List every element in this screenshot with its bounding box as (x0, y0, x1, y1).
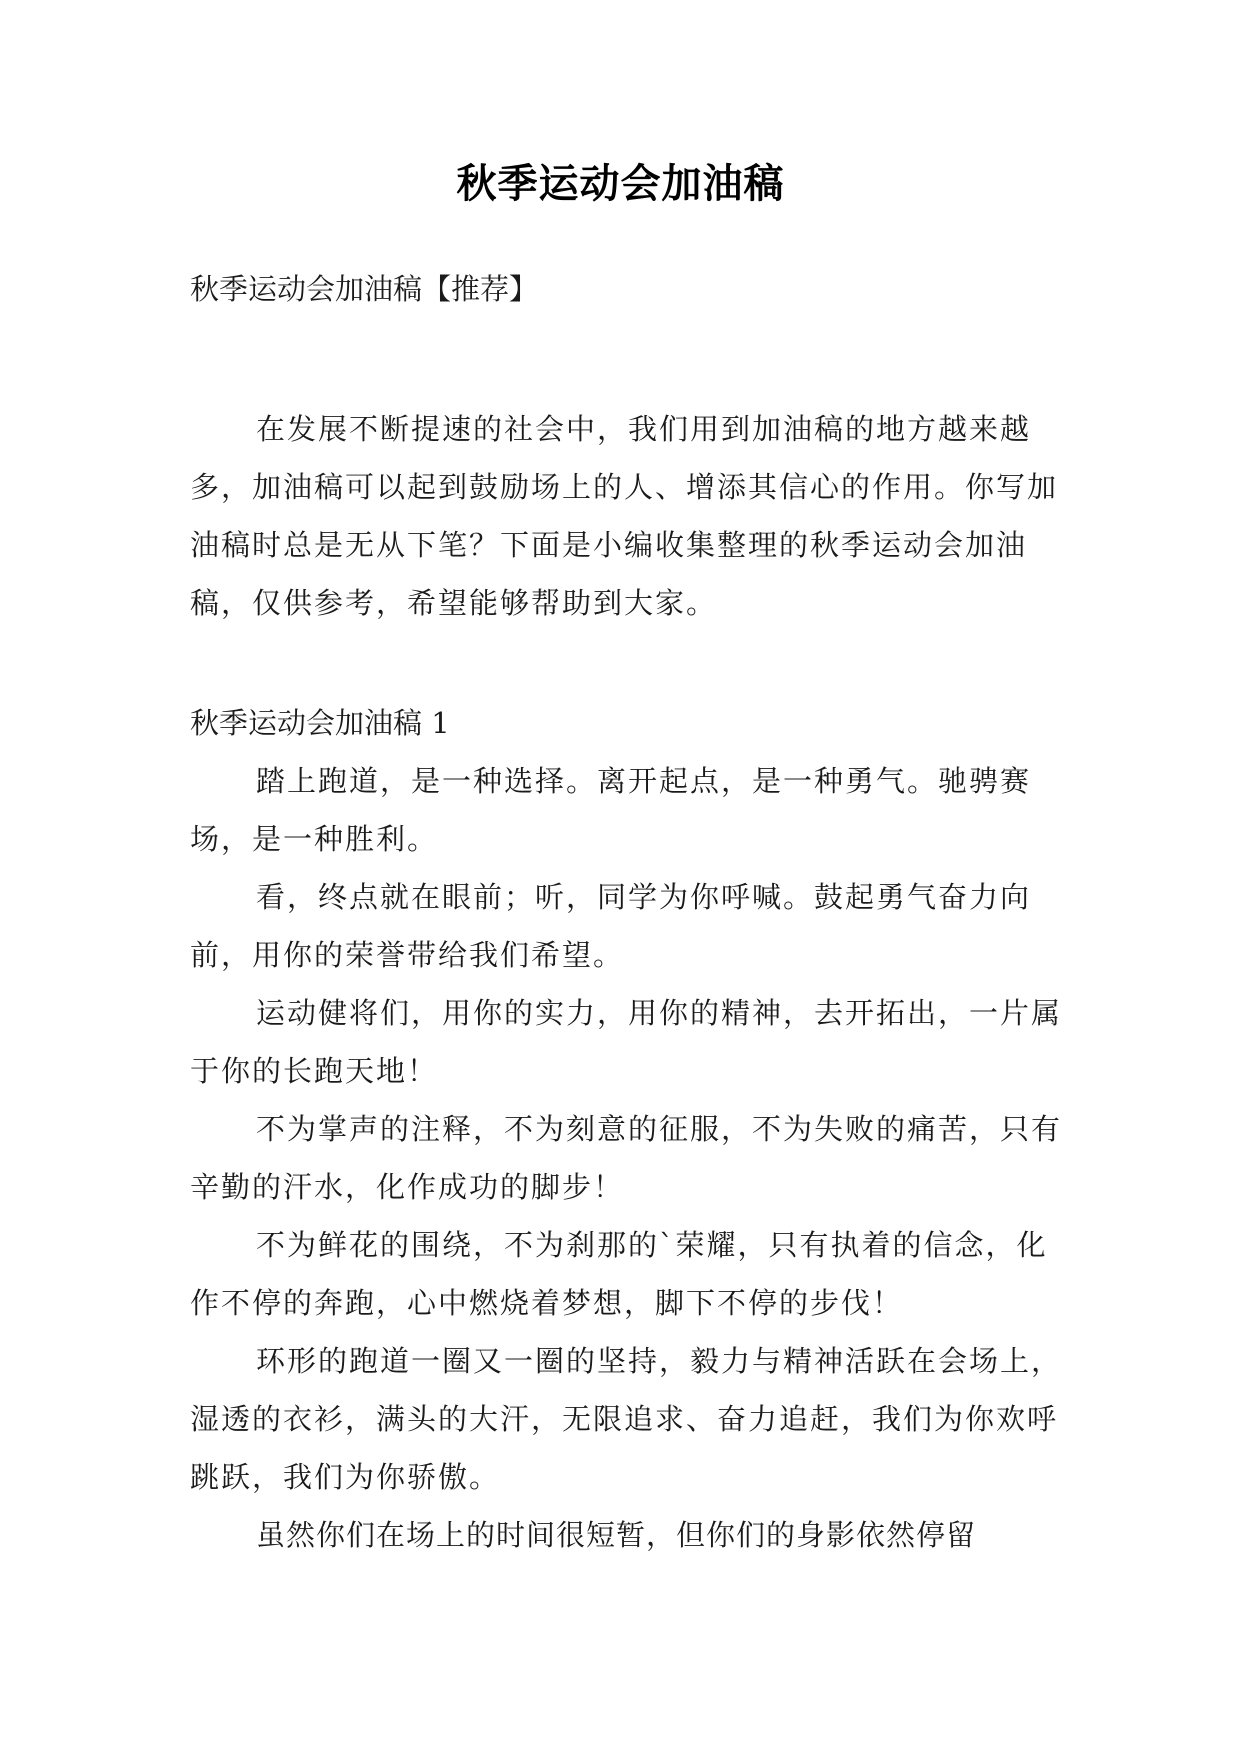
paragraph-1: 踏上跑道，是一种选择。离开起点，是一种勇气。驰骋赛场，是一种胜利。 (190, 764, 1032, 856)
paragraph-4: 不为掌声的注释，不为刻意的征服，不为失败的痛苦，只有辛勤的汗水，化作成功的脚步！ (190, 1112, 1063, 1204)
paragraph-7: 虽然你们在场上的时间很短暂，但你们的身影依然停留 (256, 1518, 977, 1552)
intro-paragraph (190, 400, 1070, 632)
paragraph-3: 运动健将们，用你的实力，用你的精神，去开拓出，一片属于你的长跑天地！ (190, 996, 1063, 1088)
intro-text: 在发展不断提速的社会中，我们用到加油稿的地方越来越多，加油稿可以起到鼓励场上的人、增添其信心的作用。你写加油稿时总是无从下笔？下面是小编收集整理的秋季运动会加油稿，仅供参考，希望能够帮助到大家。 (190, 412, 1059, 620)
paragraph-2: 看，终点就在眼前；听，同学为你呼喊。鼓起勇气奋力向前，用你的荣誉带给我们希望。 (190, 880, 1032, 972)
section-heading: 秋季运动会加油稿 1 (190, 706, 450, 740)
document-title: 秋季运动会加油稿 (456, 161, 785, 207)
section-1 (190, 694, 1070, 1564)
paragraph-6: 环形的跑道一圈又一圈的坚持，毅力与精神活跃在会场上，湿透的衣衫，满头的大汗，无限追求、奋力追赶，我们为你欢呼跳跃，我们为你骄傲。 (190, 1344, 1063, 1494)
paragraph-5: 不为鲜花的围绕，不为刹那的`荣耀，只有执着的信念，化作不停的奔跑，心中燃烧着梦想，脚下不停的步伐！ (190, 1228, 1048, 1320)
document-subtitle: 秋季运动会加油稿【推荐】 (190, 272, 539, 306)
